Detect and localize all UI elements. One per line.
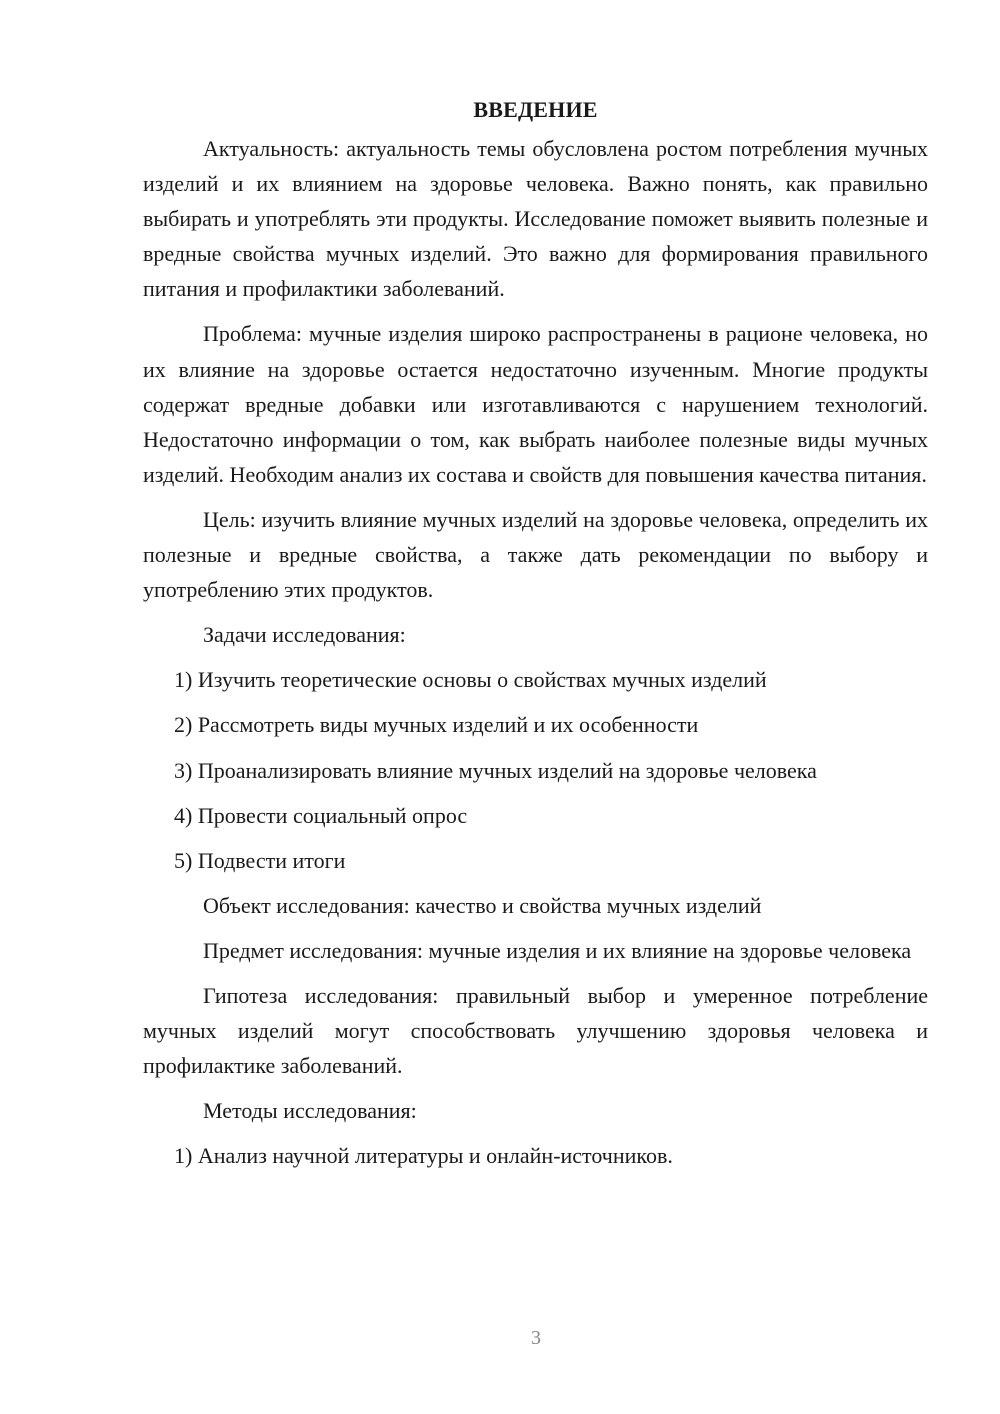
- method-item: 1) Анализ научной литературы и онлайн-источников.: [174, 1143, 673, 1169]
- task-item: 5) Подвести итоги: [174, 847, 346, 873]
- task-item: 3) Проанализировать влияние мучных изделий на здоровье человека: [174, 757, 817, 783]
- problem-paragraph: Проблема: мучные изделия широко распространены в рационе человека, но их влияние на здоровье остается недостаточно изученным. Многие продукты содержат вредные добавки или изготавливаются с нарушением технологий. Недостаточно информации о том, как выбрать наиболее полезные виды мучных изделий. Необходим анализ их состава и свойств для повышения качества питания.: [143, 321, 928, 487]
- goal-paragraph: Цель: изучить влияние мучных изделий на здоровье человека, определить их полезные и вредные свойства, а также дать рекомендации по выбору и употреблению этих продуктов.: [143, 506, 928, 603]
- task-item: 1) Изучить теоретические основы о свойствах мучных изделий: [174, 667, 767, 693]
- tasks-heading: Задачи исследования:: [203, 622, 406, 648]
- task-item: 2) Рассмотреть виды мучных изделий и их особенности: [174, 712, 699, 738]
- document-page: [143, 92, 928, 1183]
- methods-heading: Методы исследования:: [203, 1098, 417, 1124]
- hypothesis-paragraph: Гипотеза исследования: правильный выбор и умеренное потребление мучных изделий могут способствовать улучшению здоровья человека и профилактике заболеваний.: [143, 982, 928, 1079]
- subject-paragraph: Предмет исследования: мучные изделия и их влияние на здоровье человека: [203, 937, 912, 963]
- object-paragraph: Объект исследования: качество и свойства мучных изделий: [203, 892, 762, 918]
- task-item: 4) Провести социальный опрос: [174, 802, 468, 828]
- section-title: ВВЕДЕНИЕ: [473, 97, 598, 122]
- relevance-paragraph: Актуальность: актуальность темы обусловлена ростом потребления мучных изделий и их влиянием на здоровье человека. Важно понять, как правильно выбирать и употреблять эти продукты. Исследование поможет выявить полезные и вредные свойства мучных изделий. Это важно для формирования правильного питания и профилактики заболеваний.: [143, 136, 928, 302]
- page-number: 3: [531, 1327, 541, 1349]
